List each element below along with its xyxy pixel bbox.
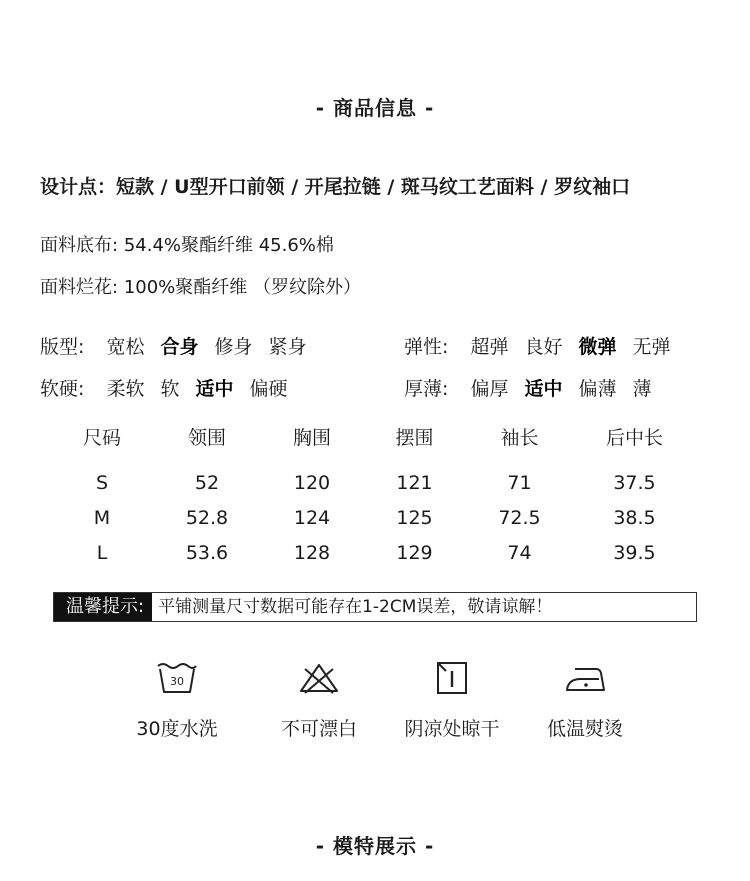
attr-option: 紧身 xyxy=(268,336,307,358)
attr-label: 版型: xyxy=(40,336,85,358)
attr-option: 柔软 xyxy=(106,378,145,400)
wash-30-icon xyxy=(155,660,199,696)
fabric-base-value: 54.4%聚酯纤维 45.6%棉 xyxy=(123,235,334,256)
care-item-bleach xyxy=(254,660,384,741)
attr-option: 偏硬 xyxy=(249,378,288,400)
attr-row xyxy=(40,374,288,401)
care-label: 30度水洗 xyxy=(136,718,218,740)
size-cell: 120 xyxy=(293,471,331,494)
no-bleach-icon xyxy=(297,660,341,696)
size-col-header: 摆围 xyxy=(395,427,434,449)
size-cell: 71 xyxy=(507,471,532,494)
size-table xyxy=(52,421,697,570)
care-label: 阴凉处晾干 xyxy=(404,718,500,740)
size-row-s xyxy=(52,465,697,500)
attr-option: 无弹 xyxy=(632,336,671,358)
size-cell: 121 xyxy=(396,471,433,494)
fabric-burnout-label: 面料烂花: xyxy=(40,277,119,298)
size-cell: 37.5 xyxy=(613,471,656,494)
attr-option-selected: 微弹 xyxy=(578,336,617,358)
size-cell: 74 xyxy=(507,541,532,564)
care-item-wash xyxy=(112,660,242,741)
design-points: 设计点：短款 / U型开口前领 / 开尾拉链 / 斑马纹工艺面料 / 罗纹袖口 xyxy=(40,176,631,198)
size-row-m xyxy=(52,500,697,535)
attr-option: 薄 xyxy=(632,378,652,400)
attr-label: 厚薄: xyxy=(404,378,449,400)
size-cell: 38.5 xyxy=(613,506,656,529)
attr-option: 偏薄 xyxy=(578,378,617,400)
low-iron-icon xyxy=(563,660,607,696)
fabric-burnout-row xyxy=(40,273,361,299)
attr-option: 软 xyxy=(160,378,180,400)
size-cell: 53.6 xyxy=(185,541,229,564)
size-cell: 128 xyxy=(293,541,331,564)
size-col-header: 袖长 xyxy=(500,427,539,449)
attr-row xyxy=(404,374,652,401)
section-title-model: - 模特展示 - xyxy=(315,834,435,858)
tip-text: 平铺测量尺寸数据可能存在1-2CM误差，敬请谅解！ xyxy=(158,597,553,617)
size-cell: M xyxy=(93,506,111,529)
care-item-dry xyxy=(387,660,517,741)
attr-option: 良好 xyxy=(524,336,563,358)
care-item-iron xyxy=(520,660,650,741)
size-table-header xyxy=(52,421,697,465)
measurement-tip xyxy=(53,592,697,622)
attr-row xyxy=(404,332,671,359)
tip-label: 温馨提示: xyxy=(54,593,152,621)
size-row-l xyxy=(52,535,697,570)
size-cell: 129 xyxy=(396,541,433,564)
size-cell: 72.5 xyxy=(498,506,541,529)
attr-label: 软硬: xyxy=(40,378,85,400)
attr-label: 弹性: xyxy=(404,336,449,358)
care-label: 低温熨烫 xyxy=(546,718,623,740)
size-col-header: 胸围 xyxy=(292,427,331,449)
fabric-base-row xyxy=(40,231,334,257)
attr-option: 偏厚 xyxy=(470,378,509,400)
attr-option-selected: 适中 xyxy=(195,378,234,400)
size-col-header: 后中长 xyxy=(605,427,663,449)
size-cell: 39.5 xyxy=(613,541,656,564)
care-label: 不可漂白 xyxy=(280,718,357,740)
attr-option: 超弹 xyxy=(470,336,509,358)
size-cell: L xyxy=(96,541,108,564)
shade-dry-icon xyxy=(430,660,474,696)
size-cell: 124 xyxy=(293,506,331,529)
attr-option-selected: 适中 xyxy=(524,378,563,400)
size-cell: S xyxy=(95,471,109,494)
attr-option: 宽松 xyxy=(106,336,145,358)
attr-row xyxy=(40,332,307,359)
fabric-base-label: 面料底布: xyxy=(40,235,119,256)
attr-option-selected: 合身 xyxy=(160,336,199,358)
size-cell: 125 xyxy=(396,506,433,529)
fabric-burnout-value: 100%聚酯纤维 （罗纹除外） xyxy=(123,277,361,298)
size-col-header: 尺码 xyxy=(82,427,121,449)
attr-option: 修身 xyxy=(214,336,253,358)
section-title-product-info: - 商品信息 - xyxy=(315,96,435,120)
size-cell: 52 xyxy=(194,471,220,494)
size-cell: 52.8 xyxy=(185,506,229,529)
size-col-header: 领围 xyxy=(187,427,226,449)
wash-temp-text: 30 xyxy=(170,675,184,688)
